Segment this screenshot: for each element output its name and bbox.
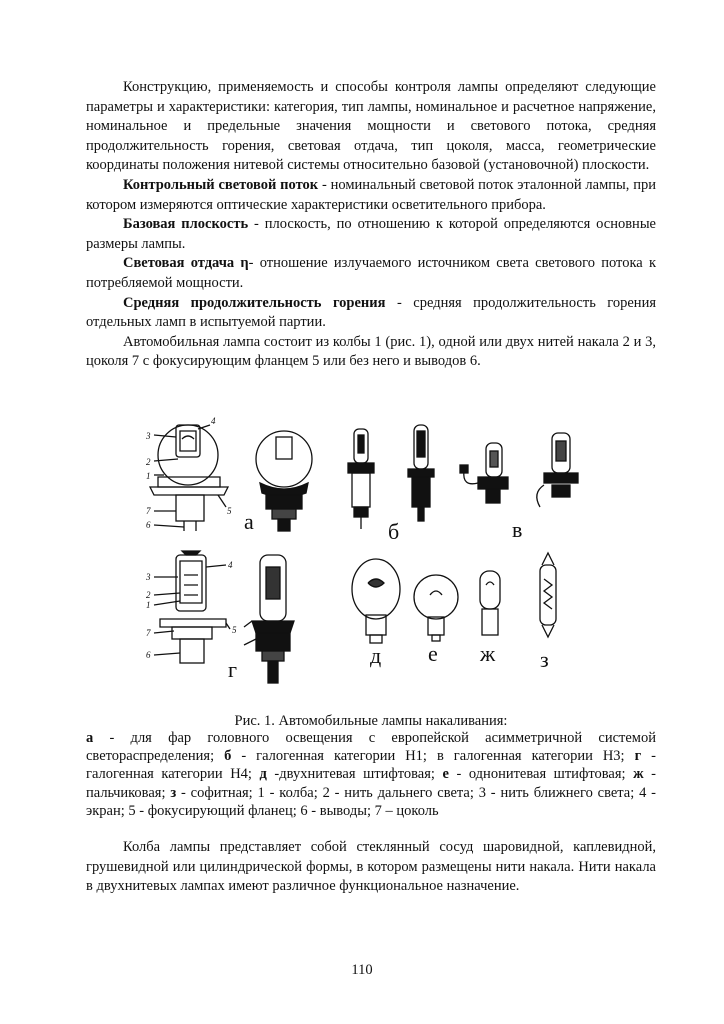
- lamp-z-photo: [540, 553, 556, 637]
- paragraph-1: Конструкцию, применяемость и способы контроля лампы определяют следующие параметры и характеристики: категория, тип лампы, номинальное и расчетное напряжение, номинальное и предельные значения мощности и светового потока, средняя продолжительность горения, световая отдача, тип цоколя, масса, геометрические координаты положения нитевой системы относительно базовой (установочной) плоскости.: [86, 79, 656, 174]
- num-3-a: 3: [146, 431, 151, 441]
- num-4-g: 4: [228, 560, 233, 570]
- page-number: 110: [351, 962, 373, 978]
- lamp-zh-photo: [480, 571, 500, 635]
- num-1-g: 1: [146, 600, 151, 610]
- lamp-v-photo: [460, 433, 578, 507]
- lamp-g-photo: [244, 555, 294, 683]
- label-b: б: [388, 519, 400, 544]
- label-z: з: [540, 647, 549, 672]
- lamp-b-photo: [348, 429, 374, 529]
- lamps-figure: [140, 415, 580, 708]
- paragraph-2: Контрольный световой поток - номинальный световой поток эталонной лампы, при котором измеряются оптические характеристики осветительного прибора.: [86, 176, 656, 213]
- num-6-g: 6: [146, 650, 151, 660]
- lamp-a-photo: [256, 431, 312, 531]
- lamp-g-diagram: [154, 551, 230, 663]
- label-a: а: [244, 509, 254, 534]
- label-d: д: [370, 643, 382, 668]
- lamp-h1-photo: [408, 425, 434, 521]
- num-1-a: 1: [146, 471, 151, 481]
- paragraph-3: Базовая плоскость - плоскость, по отношению к которой определяются основные размеры лампы.: [86, 216, 656, 252]
- lamp-d-photo: [352, 559, 400, 643]
- num-2-a: 2: [146, 457, 151, 467]
- label-e: е: [428, 641, 438, 666]
- num-6-a: 6: [146, 520, 151, 530]
- lamp-e-photo: [414, 575, 458, 641]
- paragraph-4: Световая отдача η- отношение излучаемого источником света светового потока к потребляемой мощности.: [86, 255, 657, 291]
- label-zh: ж: [480, 641, 496, 666]
- paragraph-5: Средняя продолжительность горения - средняя продолжительность горения отдельных ламп в испытуемой партии.: [86, 294, 656, 331]
- num-7-g: 7: [146, 628, 151, 638]
- num-7-a: 7: [146, 506, 151, 516]
- label-g: г: [228, 657, 238, 682]
- num-2-g: 2: [146, 590, 151, 600]
- label-v: в: [512, 517, 523, 542]
- lamp-a-diagram: [150, 425, 228, 531]
- num-3-g: 3: [146, 572, 151, 582]
- num-5-a: 5: [227, 506, 232, 516]
- figure-caption-title: Рис. 1. Автомобильные лампы накаливания:: [234, 713, 508, 729]
- paragraph-6: Автомобильная лампа состоит из колбы 1 (рис. 1), одной или двух нитей накала 2 и 3, цоколя 7 с фокусирующим фланцем 5 или без него и выводов 6.: [86, 333, 656, 370]
- closing-text: [86, 838, 656, 897]
- figure-caption: а - для фар головного освещения с европейской асимметричной системой светораспределения; б - галогенная категории Н1; в галогенная категории Н3; г - галогенная категории Н4; д -двухнитевая штифтовая; е - однонитевая штифтовая; ж - пальчиковая; з - софитная; 1 - колба; 2 - нить дальнего света; 3 - нить ближнего света; 4 - экран; 5 - фокусирующий фланец; 6 - выводы; 7 – цоколь: [86, 730, 657, 819]
- body-text: [86, 78, 656, 372]
- num-5-g: 5: [232, 625, 237, 635]
- paragraph-7: Колба лампы представляет собой стеклянный сосуд шаровидной, каплевидной, грушевидной или цилиндрической формы, в котором размещены нити накала. Нити накала в двухнитевых лампах имеют различное функциональное назначение.: [86, 839, 656, 895]
- num-4-a: 4: [211, 416, 216, 426]
